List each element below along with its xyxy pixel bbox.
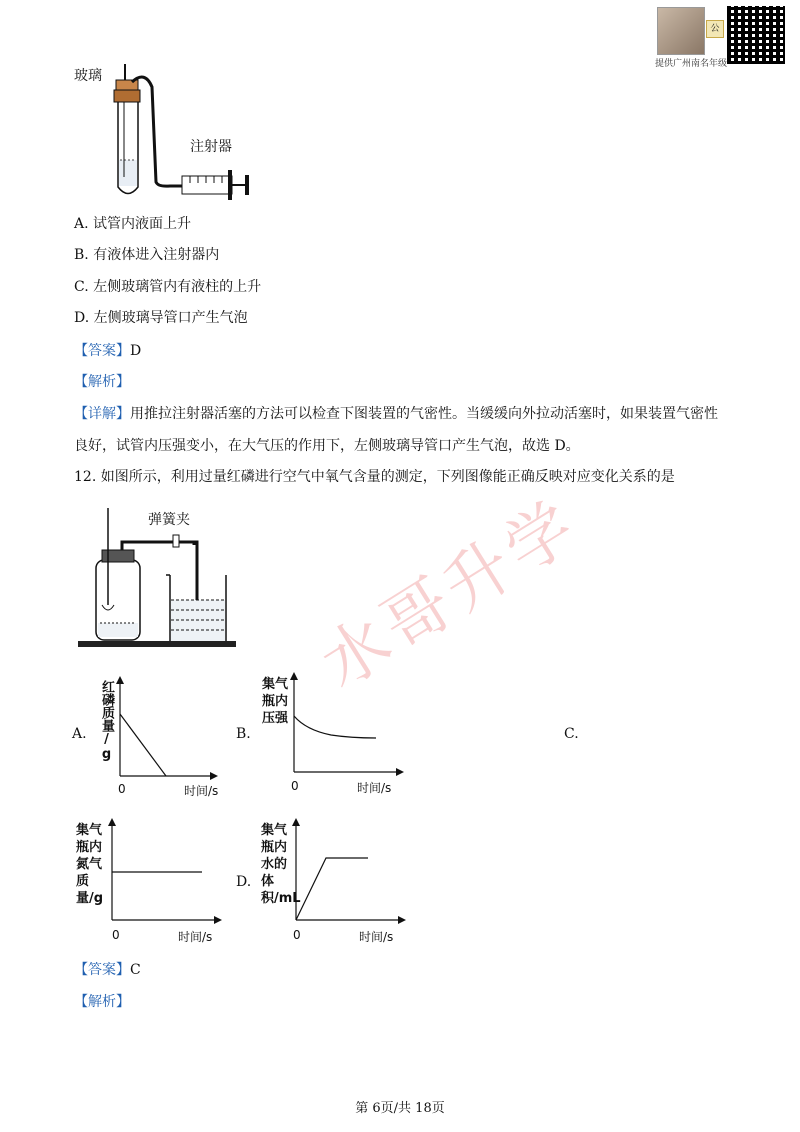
promo-avatar xyxy=(657,7,705,55)
graph-c-plot xyxy=(104,818,224,924)
graph-c-ylabel: 集气瓶内氮气质量/g xyxy=(76,823,104,906)
graph-b-plot xyxy=(286,672,406,776)
q11-answer: 【答案】D xyxy=(74,343,142,359)
q11-detail-line2: 良好，试管内压强变小，在大气压的作用下，左侧玻璃导管口产生气泡，故选 D。 xyxy=(74,438,580,454)
graph-d-plot xyxy=(288,818,408,924)
label-spring-clip: 弹簧夹 xyxy=(148,512,190,528)
q11-option-c: C. 左侧玻璃管内有液柱的上升 xyxy=(74,279,262,295)
graph-d-origin: 0 xyxy=(293,928,301,942)
graph-d-xlabel: 时间/s xyxy=(359,930,394,944)
option-d-letter: D. xyxy=(236,874,252,890)
graph-c-origin: 0 xyxy=(112,928,120,942)
q11-option-b: B. 有液体进入注射器内 xyxy=(74,247,220,263)
graph-a-origin: 0 xyxy=(118,782,126,796)
option-b-letter: B. xyxy=(236,726,251,742)
graph-a-ylabel: 红磷质量/g xyxy=(99,680,114,762)
q11-option-a: A. 试管内液面上升 xyxy=(74,216,192,232)
graph-b-xlabel: 时间/s xyxy=(357,781,392,795)
graph-b-ylabel: 集气瓶内压强 xyxy=(262,677,289,726)
q12-stem: 12. 如图所示，利用过量红磷进行空气中氧气含量的测定，下列图像能正确反映对应变化关系的是 xyxy=(74,469,675,485)
label-syringe: 注射器 xyxy=(190,139,232,155)
qr-code-icon xyxy=(727,6,785,64)
q12-analysis-tag: 【解析】 xyxy=(74,994,130,1010)
q11-option-d: D. 左侧玻璃导管口产生气泡 xyxy=(74,310,248,326)
q11-analysis-tag: 【解析】 xyxy=(74,374,130,390)
q11-detail-line1: 【详解】用推拉注射器活塞的方法可以检查下图装置的气密性。当缓缓向外拉动活塞时，如果装置气密性 xyxy=(74,406,718,422)
option-a-letter: A. xyxy=(72,726,87,742)
label-glass: 玻璃 xyxy=(74,68,102,84)
option-c-letter: C. xyxy=(564,726,579,742)
graph-c-xlabel: 时间/s xyxy=(178,930,213,944)
graph-a-plot xyxy=(110,676,220,780)
watermark: 水哥升学 xyxy=(307,485,593,704)
graph-b-origin: 0 xyxy=(291,779,299,793)
q12-answer: 【答案】C xyxy=(74,962,141,978)
promo-badge: 公 xyxy=(706,20,724,38)
promo-caption: 提供广州南名年级 xyxy=(655,59,728,69)
graph-d-ylabel: 集气瓶内水的体积/mL xyxy=(261,823,301,906)
page-number: 第 6页/共 18页 xyxy=(355,1101,445,1116)
graph-a-xlabel: 时间/s xyxy=(184,784,219,798)
